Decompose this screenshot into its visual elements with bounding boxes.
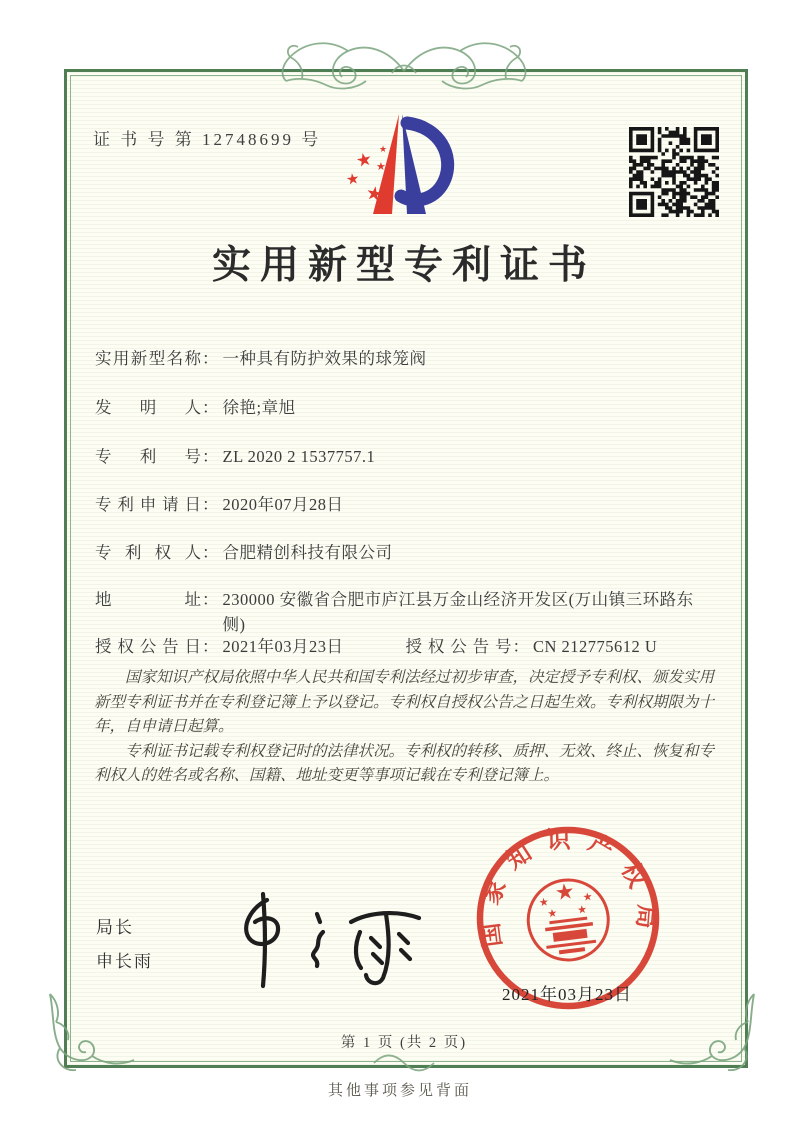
field-colon: ： <box>202 543 219 562</box>
legal-paragraph-1: 国家知识产权局依照中华人民共和国专利法经过初步审查，决定授予专利权、颁发实用新型专利证书并在专利登记簿上予以登记。专利权自授权公告之日起生效。专利权期限为十年，自申请日起算。 <box>94 669 715 735</box>
commissioner-title: 局长 <box>96 918 134 937</box>
field-row-patentee <box>95 540 393 565</box>
page-number: 第 1 页 (共 2 页) <box>340 1035 468 1051</box>
seal-date: 2021年03月23日 <box>502 985 632 1004</box>
svg-text:★: ★ <box>344 169 361 189</box>
legal-paragraph-2: 专利证书记载专利权登记时的法律状况。专利权的转移、质押、无效、终止、恢复和专利权人的姓名或名称、国籍、地址变更等事项记载在专利登记簿上。 <box>94 742 715 784</box>
field-value: ZL 2020 2 1537757.1 <box>222 447 376 466</box>
svg-text:★: ★ <box>553 879 577 907</box>
field-row-patent-number <box>95 444 375 469</box>
cnipa-logo <box>336 108 464 228</box>
certificate-title: 实用新型专利证书 <box>211 244 596 287</box>
legal-text-block <box>94 666 714 789</box>
seal-ring-text: 国家知识产权局 <box>476 827 660 949</box>
field-colon: ： <box>202 349 219 368</box>
svg-text:★: ★ <box>379 145 388 155</box>
field-colon: ： <box>202 637 219 656</box>
field-colon: ： <box>202 447 219 466</box>
svg-text:★: ★ <box>576 902 588 917</box>
field-label: 发明人 <box>95 398 201 417</box>
field-colon: ： <box>512 637 529 656</box>
field-colon: ： <box>202 590 219 609</box>
back-side-note: 其他事项参见背面 <box>327 1083 472 1099</box>
field-label: 专利号 <box>95 447 201 466</box>
field-label: 授权公告日 <box>95 637 201 656</box>
national-emblem <box>524 875 613 964</box>
commissioner-signature <box>205 888 435 993</box>
field-value: 230000 安徽省合肥市庐江县万金山经济开发区(万山镇三环路东侧) <box>222 590 694 634</box>
grant-number-value: CN 212775612 U <box>533 637 658 656</box>
field-label: 地址 <box>95 590 201 609</box>
grant-date-value: 2021年03月23日 <box>222 637 344 656</box>
field-row-filing-date <box>95 492 344 517</box>
svg-text:★: ★ <box>546 906 559 921</box>
field-row-address <box>95 587 695 637</box>
field-row-utility-name <box>95 346 427 371</box>
field-row-inventors <box>95 395 296 420</box>
field-colon: ： <box>202 398 219 417</box>
certificate-number: 证 书 号 第 12748699 号 <box>93 130 322 149</box>
field-label: 专利权人 <box>95 543 201 562</box>
field-value: 合肥精创科技有限公司 <box>222 543 393 562</box>
field-value: 徐艳;章旭 <box>222 398 296 417</box>
field-value: 一种具有防护效果的球笼阀 <box>222 349 427 368</box>
field-label: 实用新型名称 <box>95 349 201 368</box>
field-label: 授权公告号 <box>405 637 512 656</box>
svg-text:★: ★ <box>376 160 386 173</box>
field-colon: ： <box>202 495 219 514</box>
field-row-grant <box>95 634 657 659</box>
svg-text:★: ★ <box>581 889 594 905</box>
commissioner-name: 申长雨 <box>96 952 153 971</box>
field-value: 2020年07月28日 <box>222 495 344 514</box>
field-label: 专利申请日 <box>95 495 201 514</box>
svg-text:★: ★ <box>538 895 550 910</box>
qr-code <box>629 127 719 217</box>
svg-text:★: ★ <box>354 148 375 173</box>
svg-text:★: ★ <box>364 181 385 207</box>
